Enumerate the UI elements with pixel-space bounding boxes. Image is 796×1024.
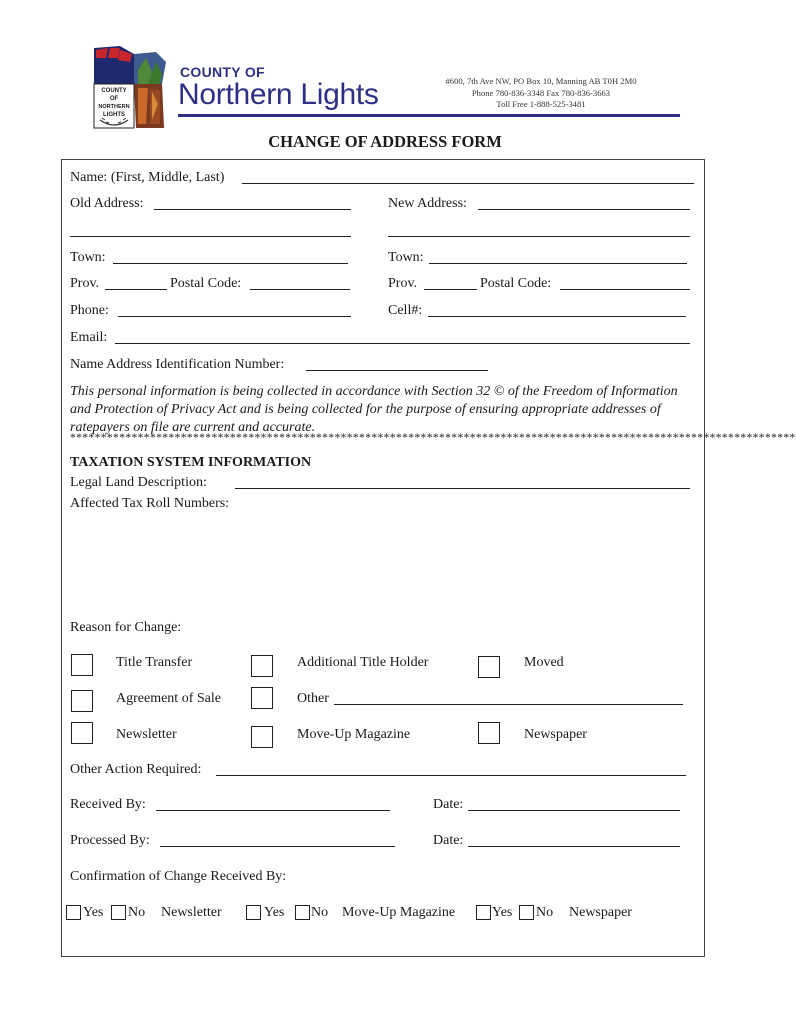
name-field[interactable] xyxy=(242,183,694,184)
received-by-label: Received By: xyxy=(70,797,146,812)
nain-label: Name Address Identification Number: xyxy=(70,357,285,372)
new-prov-field[interactable] xyxy=(424,289,477,290)
received-date-label: Date: xyxy=(433,797,464,812)
new-prov-label: Prov. xyxy=(388,276,418,291)
agreement-of-sale-label: Agreement of Sale xyxy=(116,691,221,706)
separator-stars: ********************************************************************************************************************** xyxy=(70,432,796,444)
received-by-field[interactable] xyxy=(156,810,390,811)
taxation-heading: TAXATION SYSTEM INFORMATION xyxy=(70,455,312,470)
new-address-line-2[interactable] xyxy=(388,236,690,237)
logo-text-line-4: LIGHTS xyxy=(103,112,125,118)
name-label: Name: (First, Middle, Last) xyxy=(70,170,225,185)
checkbox-newspaper[interactable] xyxy=(478,722,500,744)
magazine-no-label: No xyxy=(311,905,329,920)
old-postal-field[interactable] xyxy=(250,289,350,290)
move-up-magazine-label: Move-Up Magazine xyxy=(297,727,411,742)
checkbox-magazine-yes[interactable] xyxy=(246,905,261,920)
county-name: Northern Lights xyxy=(178,78,379,111)
checkbox-newsletter[interactable] xyxy=(71,722,93,744)
contact-block xyxy=(434,76,648,111)
processed-date-label: Date: xyxy=(433,833,464,848)
old-town-field[interactable] xyxy=(113,263,348,264)
legal-land-field[interactable] xyxy=(235,488,690,489)
old-address-line-2[interactable] xyxy=(70,236,351,237)
old-town-label: Town: xyxy=(70,250,106,265)
checkbox-newspaper-yes[interactable] xyxy=(476,905,491,920)
form-frame xyxy=(61,159,796,957)
checkbox-moved[interactable] xyxy=(478,656,500,678)
moved-label: Moved xyxy=(524,655,564,670)
contact-phone: Phone 780-836-3348 Fax 780-836-3663 xyxy=(471,87,611,98)
old-prov-label: Prov. xyxy=(70,276,100,291)
cell-field[interactable] xyxy=(428,316,686,317)
checkbox-additional-title-holder[interactable] xyxy=(251,655,273,677)
newsletter-no-label: No xyxy=(128,905,146,920)
cell-label: Cell#: xyxy=(388,303,423,318)
confirm-magazine-label: Move-Up Magazine xyxy=(342,905,456,920)
old-address-field[interactable] xyxy=(154,209,351,210)
old-address-label: Old Address: xyxy=(70,196,144,211)
old-prov-field[interactable] xyxy=(105,289,167,290)
logo-text-line-2: OF xyxy=(109,96,119,102)
county-logo xyxy=(90,44,170,132)
other-action-field[interactable] xyxy=(216,775,686,776)
logo-text-line-3: NORTHERN xyxy=(98,104,130,110)
additional-title-holder-label: Additional Title Holder xyxy=(297,655,429,670)
newspaper-no-label: No xyxy=(536,905,554,920)
checkbox-agreement-of-sale[interactable] xyxy=(71,690,93,712)
checkbox-newsletter-no[interactable] xyxy=(111,905,126,920)
nain-field[interactable] xyxy=(306,370,488,371)
new-address-field[interactable] xyxy=(478,209,690,210)
newspaper-yes-label: Yes xyxy=(492,905,513,920)
confirm-newsletter-label: Newsletter xyxy=(161,905,222,920)
privacy-notice: This personal information is being collected in accordance with Section 32 © of the Freedom of Information and Protection of Privacy Act and is being collected for the purpose of ensuring appropriate addresses of ratepayers on file are current and accurate. xyxy=(70,384,678,435)
processed-date-field[interactable] xyxy=(468,846,680,847)
other-field[interactable] xyxy=(334,704,683,705)
checkbox-newsletter-yes[interactable] xyxy=(66,905,81,920)
new-town-field[interactable] xyxy=(429,263,687,264)
checkbox-move-up-magazine[interactable] xyxy=(251,726,273,748)
form-title: CHANGE OF ADDRESS FORM xyxy=(268,132,502,151)
magazine-yes-label: Yes xyxy=(264,905,285,920)
checkbox-magazine-no[interactable] xyxy=(295,905,310,920)
checkbox-newspaper-no[interactable] xyxy=(519,905,534,920)
contact-address: #600, 7th Ave NW, PO Box 10, Manning AB T0H 2M0 xyxy=(445,76,637,86)
received-date-field[interactable] xyxy=(468,810,680,811)
email-label: Email: xyxy=(70,330,108,345)
header-rule xyxy=(178,114,680,117)
checkbox-other[interactable] xyxy=(251,687,273,709)
new-postal-label: Postal Code: xyxy=(480,276,552,291)
county-of-label: COUNTY OF xyxy=(180,64,265,80)
email-field[interactable] xyxy=(115,343,690,344)
checkbox-title-transfer[interactable] xyxy=(71,654,93,676)
phone-field[interactable] xyxy=(118,316,351,317)
tax-roll-label: Affected Tax Roll Numbers: xyxy=(70,496,230,511)
confirm-newspaper-label: Newspaper xyxy=(569,905,632,920)
new-postal-field[interactable] xyxy=(560,289,690,290)
newsletter-yes-label: Yes xyxy=(83,905,104,920)
other-action-label: Other Action Required: xyxy=(70,762,202,777)
processed-by-label: Processed By: xyxy=(70,833,150,848)
reason-label: Reason for Change: xyxy=(70,620,182,635)
old-postal-label: Postal Code: xyxy=(170,276,242,291)
processed-by-field[interactable] xyxy=(160,846,395,847)
newsletter-label: Newsletter xyxy=(116,727,177,742)
other-label: Other xyxy=(297,691,329,706)
logo-text-line-1: COUNTY xyxy=(101,88,127,94)
new-address-label: New Address: xyxy=(388,196,467,211)
contact-tollfree: Toll Free 1-888-525-3481 xyxy=(496,99,586,109)
title-transfer-label: Title Transfer xyxy=(116,655,193,670)
newspaper-label: Newspaper xyxy=(524,727,587,742)
phone-label: Phone: xyxy=(70,303,109,318)
new-town-label: Town: xyxy=(388,250,424,265)
legal-land-label: Legal Land Description: xyxy=(70,475,207,490)
confirmation-label: Confirmation of Change Received By: xyxy=(70,869,287,884)
